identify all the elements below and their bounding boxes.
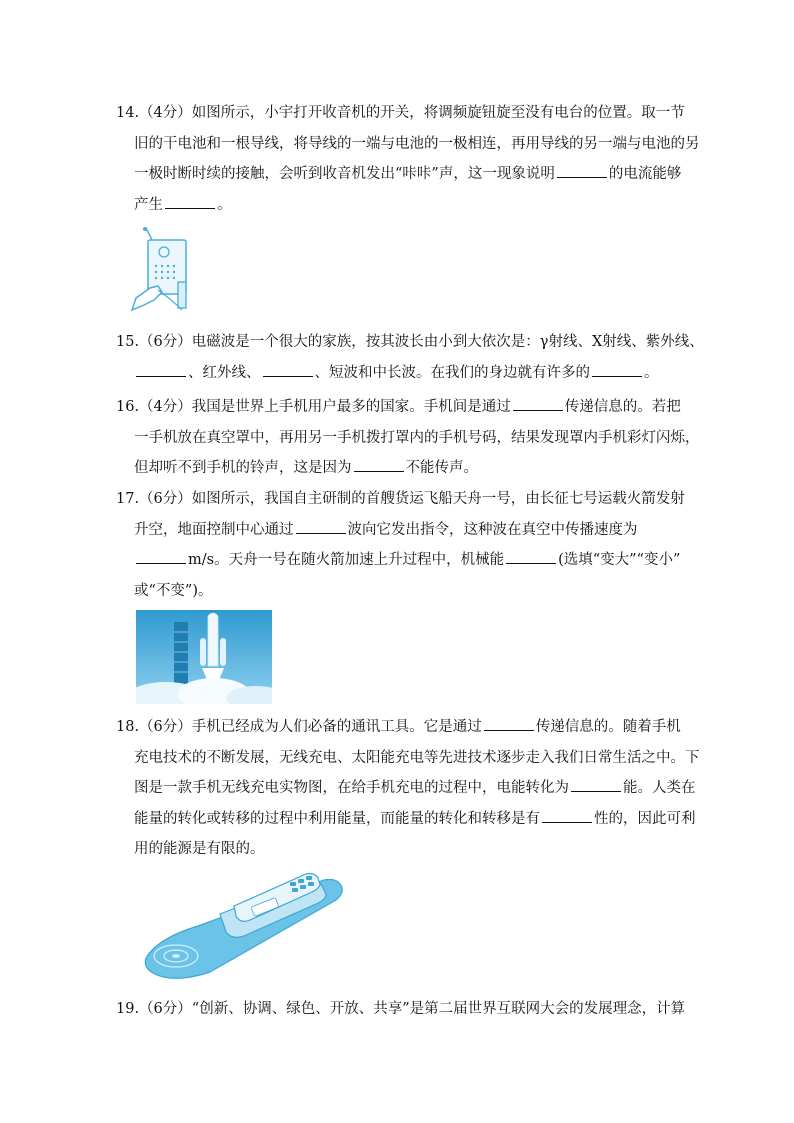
q18-line-4: 能量的转化或转移的过程中利用能量，而能量的转化和转移是有 性的，因此可利 xyxy=(134,810,696,827)
answer-blank[interactable] xyxy=(506,551,556,564)
booster-left xyxy=(200,638,206,666)
hand-with-wire xyxy=(132,286,162,310)
answer-blank[interactable] xyxy=(542,810,592,823)
wireless-charger-figure xyxy=(140,866,350,986)
q15-line-2: 、红外线、 、短波和中长波。在我们的身边就有许多的 。 xyxy=(116,358,686,389)
rocket-launch-figure xyxy=(136,610,272,704)
question-16 xyxy=(116,392,700,484)
question-18 xyxy=(116,712,700,865)
q15-line-1: 15.（6分）电磁波是一个很大的家族，按其波长由小到大依次是：γ射线、X射线、紫外线、 xyxy=(116,334,704,350)
q17-line-1: 17.（6分）如图所示，我国自主研制的首艘货运飞船天舟一号，由长征七号运载火箭发射 xyxy=(116,491,685,507)
q18-line-3: 图是一款手机无线充电实物图，在给手机充电的过程中，电能转化为 能。人类在 xyxy=(134,780,696,796)
launch-tower xyxy=(174,622,188,684)
answer-blank[interactable] xyxy=(571,779,621,792)
antenna-tip xyxy=(143,227,147,231)
q19-line-1: 19.（6分）“创新、协调、绿色、开放、共享”是第二届世界互联网大会的发展理念，计算 xyxy=(116,1001,686,1017)
q16-line-2: 一手机放在真空罩中，再用另一手机拨打罩内的手机号码，结果发现罩内手机彩灯闪烁， xyxy=(134,429,700,446)
q18-line-1: 18.（6分）手机已经成为人们必备的通讯工具。它是通过 传递信息的。随着手机 xyxy=(116,719,681,735)
coil-center xyxy=(172,954,180,958)
q18-line-2: 充电技术的不断发展，无线充电、太阳能充电等先进技术逐步走入我们日常生活之中。下 xyxy=(134,749,700,766)
question-19 xyxy=(116,994,686,1025)
answer-blank[interactable] xyxy=(354,459,404,472)
answer-blank[interactable] xyxy=(136,551,186,564)
q16-line-1: 16.（4分）我国是世界上手机用户最多的国家。手机间是通过 传递信息的。若把 xyxy=(116,399,681,415)
q17-line-2: 升空，地面控制中心通过 波向它发出指令，这种波在真空中传播速度为 xyxy=(134,521,638,538)
booster-right xyxy=(220,638,226,666)
radio-battery-figure xyxy=(128,226,196,316)
answer-blank[interactable] xyxy=(484,718,534,731)
q14-line-4: 产生 。 xyxy=(134,196,232,213)
q14-line-2: 旧的干电池和一根导线，将导线的一端与电池的一极相连，再用导线的另一端与电池的另 xyxy=(134,135,700,152)
question-14 xyxy=(116,98,700,220)
answer-blank[interactable] xyxy=(263,364,313,377)
answer-blank[interactable] xyxy=(136,364,186,377)
answer-blank[interactable] xyxy=(513,398,563,411)
answer-blank[interactable] xyxy=(296,521,346,534)
q17-line-3: m/s。天舟一号在随火箭加速上升过程中，机械能 (选填“变大”“变小” xyxy=(116,545,686,576)
q17-line-4: 或“不变”)。 xyxy=(134,582,213,599)
battery xyxy=(178,282,186,308)
answer-blank[interactable] xyxy=(592,364,642,377)
q14-line-3: 一极时断时续的接触，会听到收音机发出“咔咔”声，这一现象说明 的电流能够 xyxy=(134,166,682,182)
question-17 xyxy=(116,484,686,606)
q16-line-3: 但却听不到手机的铃声，这是因为 不能传声。 xyxy=(134,460,478,476)
rocket-body xyxy=(208,613,218,666)
answer-blank[interactable] xyxy=(165,196,215,209)
question-15 xyxy=(116,327,704,388)
answer-blank[interactable] xyxy=(557,165,607,178)
q14-line-1: 14.（4分）如图所示，小宇打开收音机的开关，将调频旋钮旋至没有电台的位置。取一节 xyxy=(116,105,685,121)
q18-line-5: 用的能源是有限的。 xyxy=(134,841,265,857)
antenna-line xyxy=(146,228,152,240)
